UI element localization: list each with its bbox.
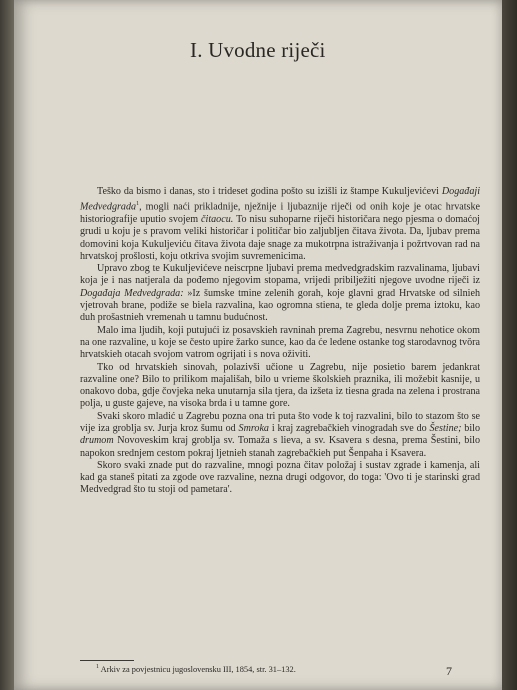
paragraph-6: Skoro svaki znade put do razvaline, mnogi pozna čitav položaj i sustav zgrade i kamenja, ali kad ga staneš pitati za zgode ove razvaline, nezna drugi odgovor, do toga: 'Ovo ti je starinski grad Medvedgrad što tu stoji od pametara'. bbox=[80, 459, 480, 496]
page-edge-shadow bbox=[502, 0, 517, 690]
paragraph-3: Malo ima ljudih, koji putujući iz posavskieh ravninah prema Zagrebu, nesvrnu nehotice okom na one razvaline, u koje se često upire žarko sunce, kao da će ledene ostanke tog starodavnog tvŏra hrvatskieh otacah svojom vatrom ogrijati i s nova oživiti. bbox=[80, 324, 480, 361]
chapter-heading: I. Uvodne riječi bbox=[190, 38, 326, 62]
page-number: 7 bbox=[446, 664, 452, 678]
book-spine-shadow bbox=[0, 0, 14, 690]
paragraph-1: Teško da bismo i danas, sto i trideset godina pošto su izišli iz štampe Kukuljevićevi Događaji Medvedgrada$^1$, mogli naći prikladnije, nježnije i ljubaznije riječi od onih koje je otac hrvatske historiografije uputio svojem čitaocu. To nisu suhoparne riječi historičara nego pjesma o domaćoj grudi u koju je s pravom veliki historičar i političar bio zaljubljen čitava života. Da, ljubav prema domovini koja Kukuljeviću čitava života daje snage za mukotrpna istraživanja i požrtvovan rad na hrvatskoj prošlosti, koju otkriva svojim suvremenicima. bbox=[80, 186, 480, 262]
paragraph-5: Svaki skoro mladić u Zagrebu pozna ona tri puta što vode k toj razvalini, bilo to stazom što se vije iza groblja sv. Jurja kroz šumu od Smroka i kraj zagrebačkieh vinogradah sve do Šestine; bilo drumom Novoveskim kraj groblja sv. Tomaža s lieva, a sv. Ksavera s desna, prema Šestini, bilo napokon srednjem cestom pokraj ljetnieh stanah zagrebačkieh put Šenpaha i Ksavera. bbox=[80, 410, 480, 459]
footnote: $^1$ Arkiv za povjestnicu jugoslovensku III, 1854, str. 31–132. bbox=[96, 664, 296, 674]
body-text bbox=[80, 186, 480, 497]
paragraph-2: Upravo zbog te Kukuljevićeve neiscrpne ljubavi prema medvedgradskim razvalinama, ljubavi koja je i nas natjerala da pođemo njegovim stopama, vrijedi pribilježiti njegove uvodne riječi iz Događaja Medvedgrada: »Iz šumske tmine zelenih gorah, koje glavni grad Hrvatske od silnieh vjetrovah brane, podiže se biela razvalina, kao ogromna stiena, te gleda dolje prema iztoku, kao duh prošastnieh vremenah u tamnu budućnost. bbox=[80, 263, 480, 324]
paragraph-4: Tko od hrvatskieh sinovah, polazivši učione u Zagrebu, nije posietio barem jedankrat razvaline one? Bilo to prilikom majališah, bilo u vrieme školskieh praznika, ili možebit kasnije, u onakovo doba, gdje čovjeka neka unutarnja sila tjera, da izšeta iz tiesna grada na zelena i prostrana polja, u guste gajeve, na visoka brda i u tamne gore. bbox=[80, 361, 480, 410]
footnote-rule bbox=[80, 660, 134, 661]
